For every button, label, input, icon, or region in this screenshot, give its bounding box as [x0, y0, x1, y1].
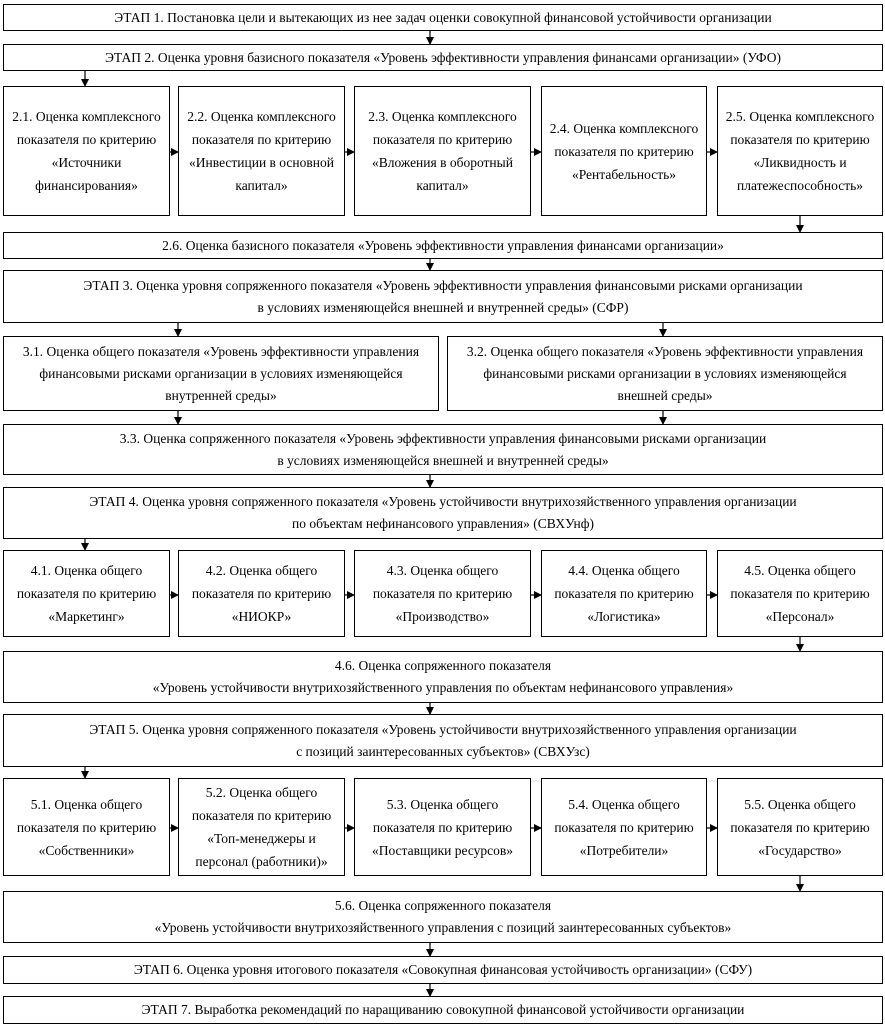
step-4-5-text: 4.5. Оценка общего показателя по критерию «Персонал»: [730, 563, 870, 624]
stage-4-box: [3, 487, 883, 539]
step-3-3-line-1: 3.3. Оценка сопряженного показателя «Уровень эффективности управления финансовыми рисками организации: [119, 430, 767, 446]
stage-7-box: [3, 996, 883, 1024]
step-4-4-text: 4.4. Оценка общего показателя по критерию «Логистика»: [554, 563, 694, 624]
step-2-3-box: [354, 86, 531, 216]
step-2-3-text: 2.3. Оценка комплексного показателя по критерию «Вложения в оборотный капитал»: [368, 109, 517, 193]
stage-4-line-2: по объектам нефинансового управления» (СВХУнф): [291, 516, 595, 531]
step-5-5-box: [717, 778, 883, 876]
step-4-1-text: 4.1. Оценка общего показателя по критерию «Маркетинг»: [16, 563, 157, 624]
step-5-4-text: 5.4. Оценка общего показателя по критерию «Потребители»: [554, 796, 694, 858]
step-4-4-box: [541, 550, 707, 637]
step-4-2-box: [178, 550, 345, 637]
step-2-5-box: [717, 86, 883, 216]
stage-3-line-2: в условиях изменяющейся внешней и внутренней среды» (СФР): [257, 299, 629, 315]
step-5-6-line-2: «Уровень устойчивости внутрихозяйственного управления с позиций заинтересованных субъектов»: [154, 920, 732, 935]
step-5-2-box: [178, 778, 345, 876]
stage-5-line-2: с позиций заинтересованных субъектов» (СВХУзс): [296, 743, 590, 759]
step-4-2-text: 4.2. Оценка общего показателя по критерию «НИОКР»: [191, 563, 332, 624]
step-2-1-box: [3, 86, 170, 216]
step-3-1-text: 3.1. Оценка общего показателя «Уровень эффективности управления финансовыми рисками организации в условиях изменяющейся внутренней среды»: [22, 343, 420, 403]
stage-4-line-1: ЭТАП 4. Оценка уровня сопряженного показателя «Уровень устойчивости внутрихозяйственного управления организации: [89, 494, 797, 509]
step-4-3-box: [354, 550, 531, 637]
step-3-2-box: [447, 336, 883, 411]
stage-2-text: ЭТАП 2. Оценка уровня базисного показателя «Уровень эффективности управления финансами организации» (УФО): [104, 49, 781, 65]
stage-1-box: [3, 4, 883, 31]
step-3-3-line-2: в условиях изменяющейся внешней и внутренней среды»: [277, 452, 609, 468]
stage-6-box: [3, 956, 883, 984]
stage-3-box: [3, 270, 883, 323]
step-3-1-box: [3, 336, 439, 411]
step-2-4-box: [541, 86, 707, 216]
step-4-6-line-2: «Уровень устойчивости внутрихозяйственного управления по объектам нефинансового управления»: [152, 680, 734, 695]
step-2-4-text: 2.4. Оценка комплексного показателя по критерию «Рентабельность»: [549, 120, 699, 182]
step-5-1-box: [3, 778, 170, 876]
stage-5-box: [3, 714, 883, 767]
stage-3-line-1: ЭТАП 3. Оценка уровня сопряженного показателя «Уровень эффективности управления финансовыми рисками организации: [83, 277, 803, 293]
step-2-5-text: 2.5. Оценка комплексного показателя по критерию «Ликвидность и платежеспособность»: [725, 109, 875, 193]
step-5-5-text: 5.5. Оценка общего показателя по критерию «Государство»: [730, 796, 870, 858]
step-3-3-box: [3, 424, 883, 475]
stage-1-text: ЭТАП 1. Постановка цели и вытекающих из нее задач оценки совокупной финансовой устойчивости организации: [114, 9, 772, 25]
step-5-1-text: 5.1. Оценка общего показателя по критерию «Собственники»: [16, 796, 157, 858]
stage-7-text: ЭТАП 7. Выработка рекомендаций по наращиванию совокупной финансовой устойчивости организации: [141, 1002, 745, 1017]
stage-5-line-1: ЭТАП 5. Оценка уровня сопряженного показателя «Уровень устойчивости внутрихозяйственного управления организации: [89, 721, 797, 737]
step-4-3-text: 4.3. Оценка общего показателя по критерию «Производство»: [372, 563, 513, 624]
step-3-2-text: 3.2. Оценка общего показателя «Уровень эффективности управления финансовыми рисками организации в условиях изменяющейся внешней среды»: [466, 343, 864, 403]
step-2-6-box: [3, 232, 883, 259]
step-2-2-box: [178, 86, 345, 216]
step-5-2-text: 5.2. Оценка общего показателя по критерию «Топ-менеджеры и персонал (работники)»: [191, 785, 332, 869]
step-5-4-box: [541, 778, 707, 876]
step-4-1-box: [3, 550, 170, 637]
step-4-5-box: [717, 550, 883, 637]
step-2-6-text: 2.6. Оценка базисного показателя «Уровень эффективности управления финансами организации»: [162, 237, 724, 253]
step-5-3-text: 5.3. Оценка общего показателя по критерию «Поставщики ресурсов»: [371, 796, 514, 858]
step-4-6-box: [3, 651, 883, 703]
step-2-1-text: 2.1. Оценка комплексного показателя по критерию «Источники финансирования»: [12, 109, 161, 193]
step-5-6-box: [3, 891, 883, 943]
stage-2-box: [3, 44, 883, 71]
step-2-2-text: 2.2. Оценка комплексного показателя по критерию «Инвестиции в основной капитал»: [187, 109, 336, 193]
step-4-6-line-1: 4.6. Оценка сопряженного показателя: [334, 658, 552, 673]
stage-6-text: ЭТАП 6. Оценка уровня итогового показателя «Совокупная финансовая устойчивость организации» (СФУ): [133, 962, 753, 977]
step-5-3-box: [354, 778, 531, 876]
step-5-6-line-1: 5.6. Оценка сопряженного показателя: [334, 898, 552, 913]
